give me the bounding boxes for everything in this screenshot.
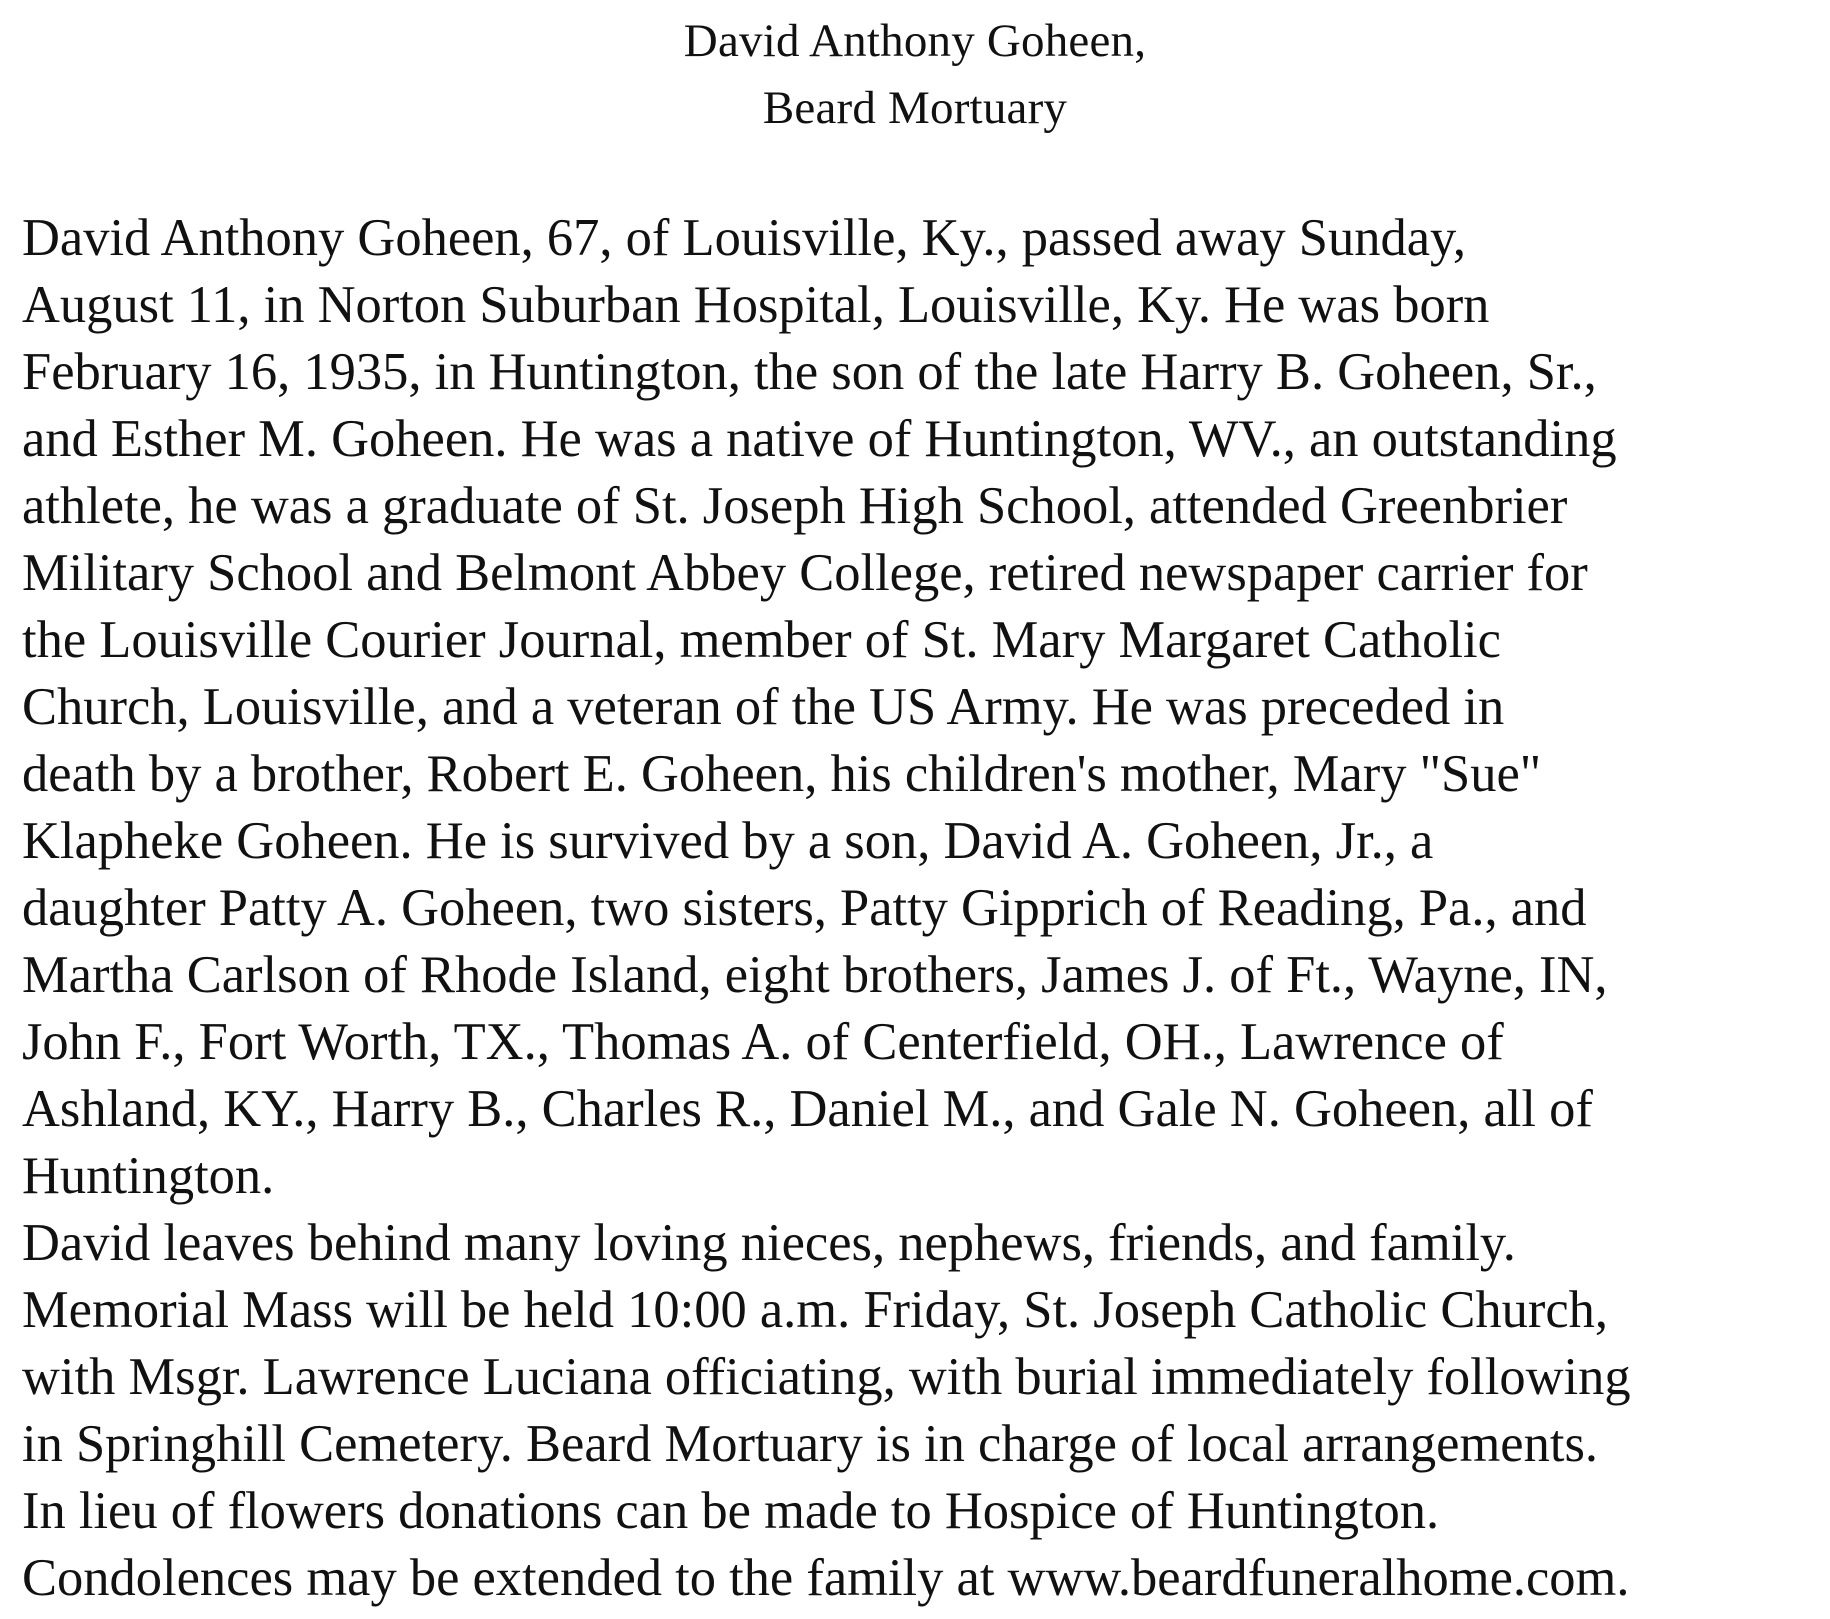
text-line: Military School and Belmont Abbey College, retired newspaper carrier for bbox=[22, 544, 1588, 602]
text-line: in Springhill Cemetery. Beard Mortuary is in charge of local arrangements. bbox=[22, 1415, 1598, 1473]
text-line: In lieu of flowers donations can be made to Hospice of Huntington. bbox=[22, 1482, 1440, 1540]
text-line: February 16, 1935, in Huntington, the son of the late Harry B. Goheen, Sr., bbox=[22, 343, 1597, 401]
obituary-header bbox=[0, 8, 1830, 142]
text-line: John F., Fort Worth, TX., Thomas A. of Centerfield, OH., Lawrence of bbox=[22, 1013, 1504, 1071]
deceased-name-heading: David Anthony Goheen, bbox=[683, 15, 1147, 67]
text-line: David leaves behind many loving nieces, nephews, friends, and family. bbox=[22, 1214, 1516, 1272]
text-line: athlete, he was a graduate of St. Joseph High School, attended Greenbrier bbox=[22, 477, 1568, 535]
text-line: death by a brother, Robert E. Goheen, his children's mother, Mary "Sue" bbox=[22, 745, 1542, 803]
text-line: David Anthony Goheen, 67, of Louisville, Ky., passed away Sunday, bbox=[22, 209, 1467, 267]
text-line: Church, Louisville, and a veteran of the US Army. He was preceded in bbox=[22, 678, 1505, 736]
text-line: and Esther M. Goheen. He was a native of Huntington, WV., an outstanding bbox=[22, 410, 1617, 468]
obituary-body bbox=[22, 205, 1822, 1612]
text-line: Memorial Mass will be held 10:00 a.m. Friday, St. Joseph Catholic Church, bbox=[22, 1281, 1608, 1339]
text-line: Huntington. bbox=[22, 1147, 275, 1205]
funeral-home-heading: Beard Mortuary bbox=[762, 82, 1068, 134]
text-line: daughter Patty A. Goheen, two sisters, Patty Gipprich of Reading, Pa., and bbox=[22, 879, 1587, 937]
text-line: Martha Carlson of Rhode Island, eight brothers, James J. of Ft., Wayne, IN, bbox=[22, 946, 1608, 1004]
text-line: Ashland, KY., Harry B., Charles R., Daniel M., and Gale N. Goheen, all of bbox=[22, 1080, 1593, 1138]
text-line: Klapheke Goheen. He is survived by a son, David A. Goheen, Jr., a bbox=[22, 812, 1434, 870]
text-line: August 11, in Norton Suburban Hospital, Louisville, Ky. He was born bbox=[22, 276, 1490, 334]
text-line: the Louisville Courier Journal, member of St. Mary Margaret Catholic bbox=[22, 611, 1501, 669]
text-line: Condolences may be extended to the family at www.beardfuneralhome.com. bbox=[22, 1549, 1630, 1607]
text-line: with Msgr. Lawrence Luciana officiating, with burial immediately following bbox=[22, 1348, 1631, 1406]
